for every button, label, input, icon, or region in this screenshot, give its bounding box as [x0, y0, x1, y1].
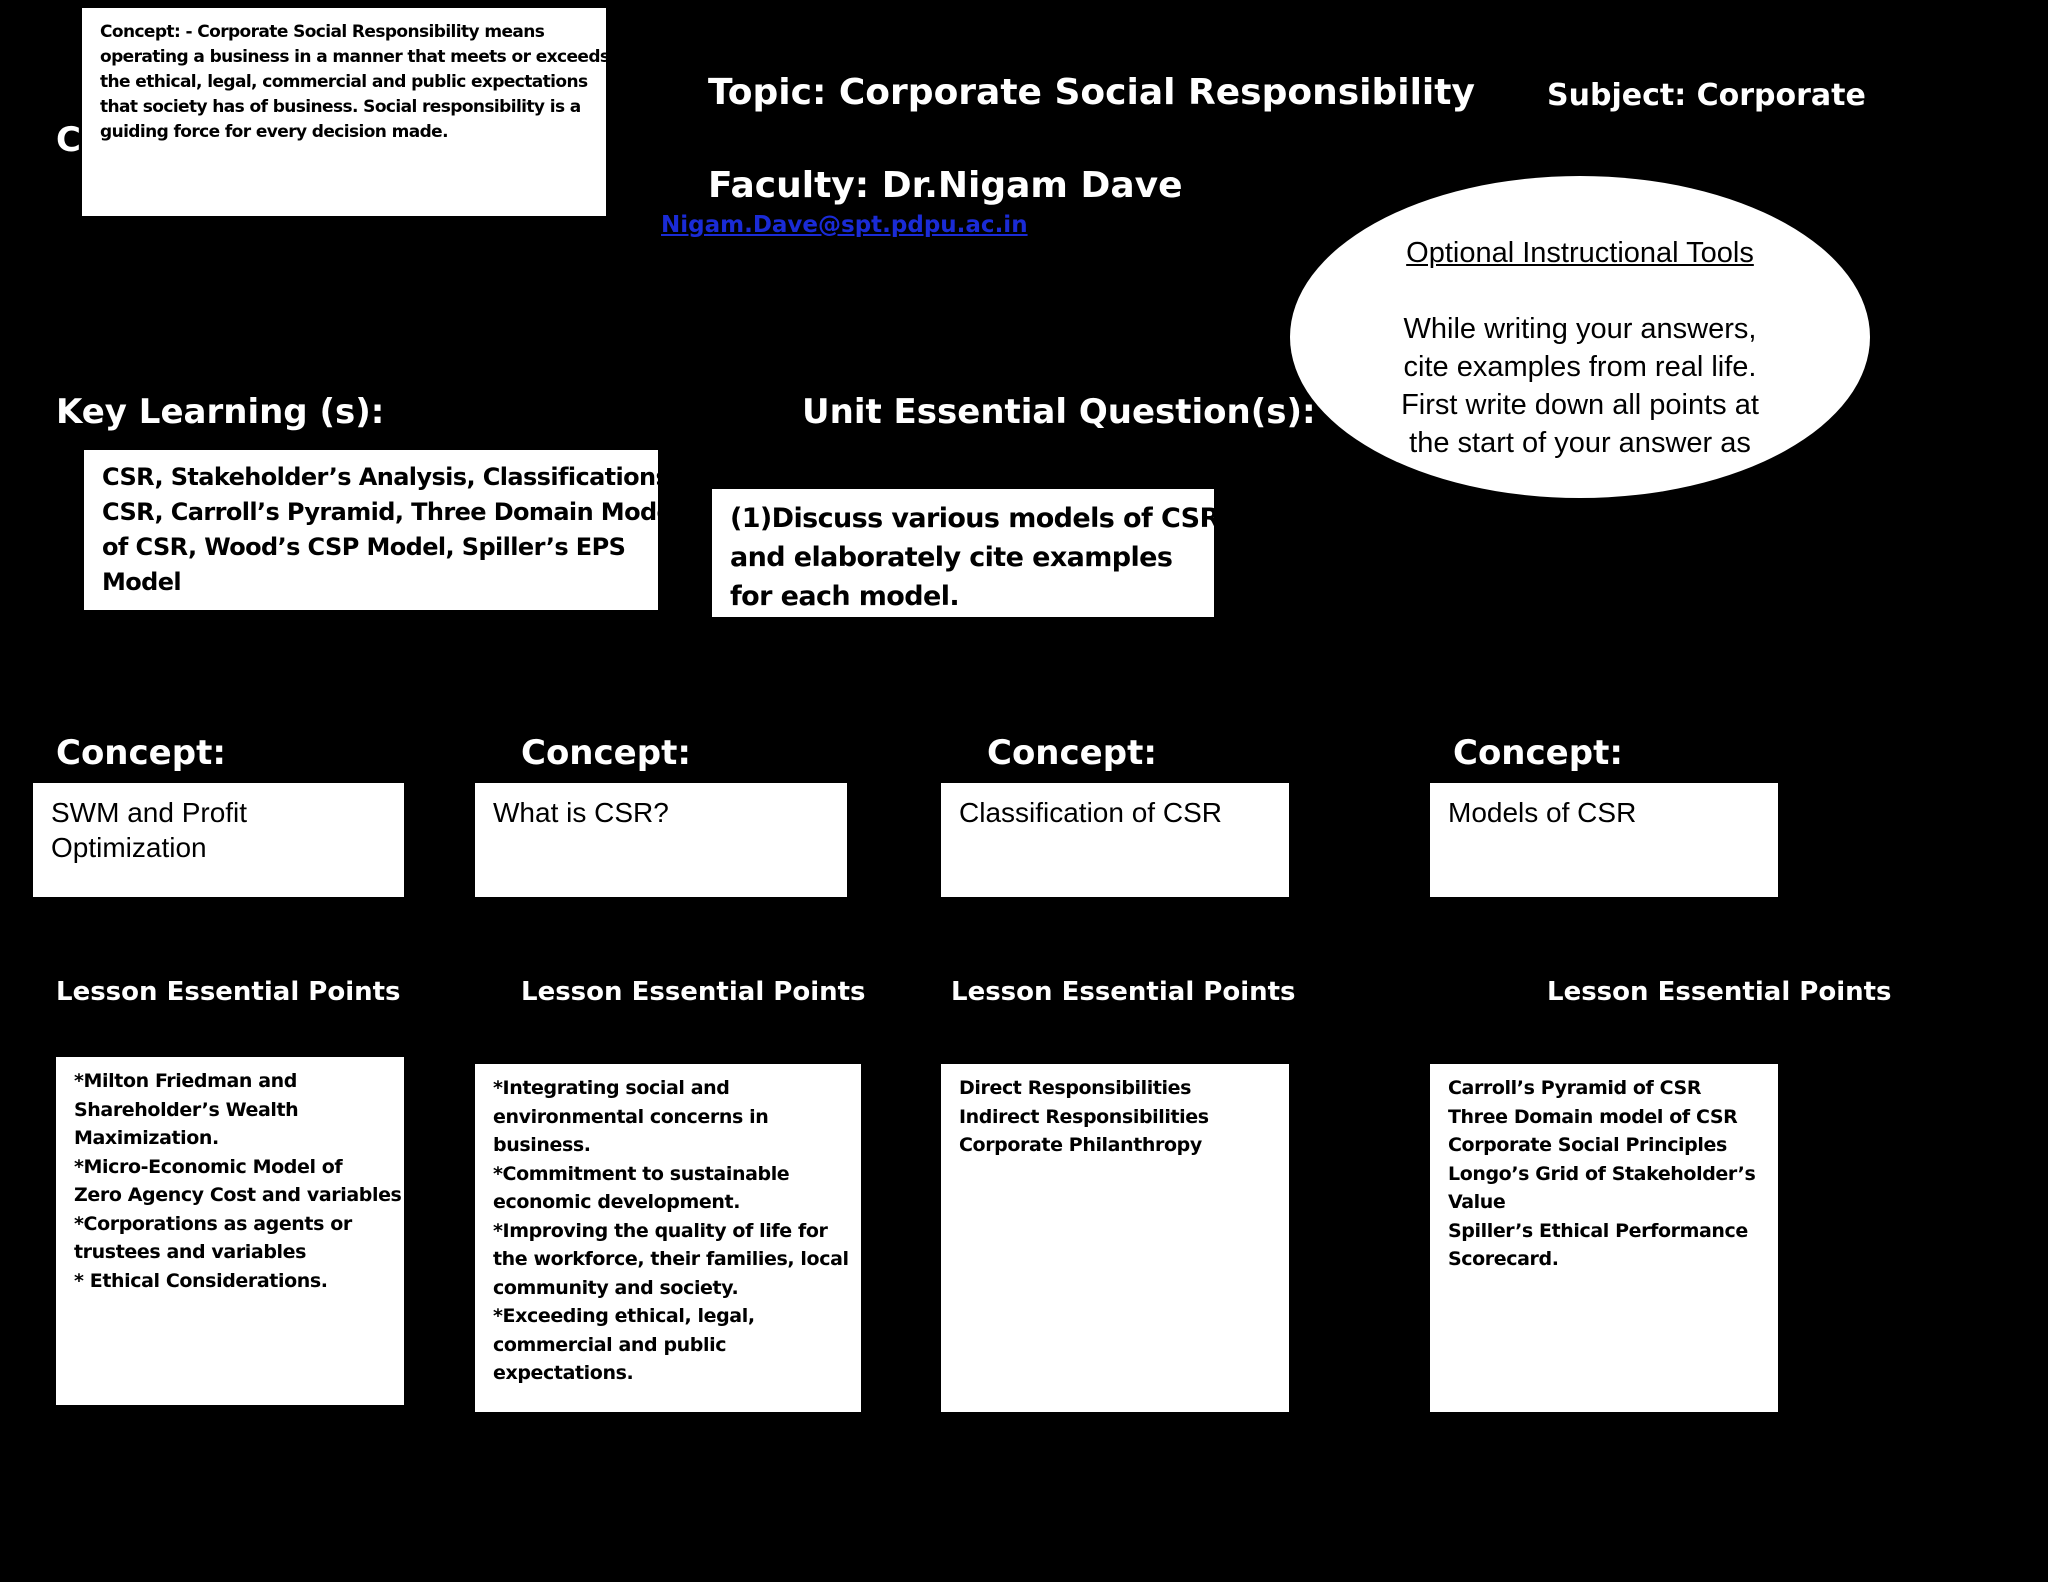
key-learning-line: CSR, Carroll’s Pyramid, Three Domain Model [102, 498, 680, 526]
lesson-point: *Improving the quality of life for [493, 1219, 828, 1242]
concept-box-line: What is CSR? [493, 797, 669, 828]
lesson-point: Spiller’s Ethical Performance [1448, 1219, 1748, 1242]
lesson-point: business. [493, 1134, 591, 1156]
lesson-point: expectations. [493, 1362, 634, 1384]
lesson-point: Longo’s Grid of Stakeholder’s [1448, 1162, 1756, 1185]
concept-box-line: Optimization [51, 832, 207, 863]
optional-tools-line: the start of your answer as [1409, 427, 1751, 459]
topic-title: Topic: Corporate Social Responsibility [708, 72, 1475, 113]
concept-note-line: operating a business in a manner that meets or exceeds [100, 47, 610, 67]
essential-question-line: (1)Discuss various models of CSR [730, 503, 1220, 534]
concept-heading-3: Concept: [987, 733, 1157, 773]
lesson-points-heading-4: Lesson Essential Points [1547, 977, 1892, 1007]
essential-question-line: and elaborately cite examples [730, 542, 1173, 573]
optional-tools-ellipse [1290, 176, 1870, 498]
partial-letter: C [56, 120, 81, 160]
essential-question-heading: Unit Essential Question(s): [802, 392, 1316, 432]
key-learning-box [84, 450, 703, 610]
optional-tools-line: cite examples from real life. [1403, 351, 1757, 383]
lesson-points-heading-2: Lesson Essential Points [521, 977, 866, 1007]
lesson-point: Scorecard. [1448, 1248, 1559, 1270]
faculty-email-link[interactable]: Nigam.Dave@spt.pdpu.ac.in [661, 212, 1028, 238]
subject-label: Subject: Corporate [1547, 78, 1866, 113]
lesson-point: environmental concerns in [493, 1105, 769, 1128]
lesson-point: * Ethical Considerations. [74, 1269, 328, 1292]
concept-heading-4: Concept: [1453, 733, 1623, 773]
optional-tools-title: Optional Instructional Tools [1406, 237, 1754, 269]
lesson-point: commercial and public [493, 1333, 727, 1356]
lesson-point: the workforce, their families, local [493, 1248, 849, 1270]
concept-heading-2: Concept: [521, 733, 691, 773]
lesson-point: *Corporations as agents or [74, 1212, 352, 1235]
key-learning-heading: Key Learning (s): [56, 392, 385, 432]
concept-note-line: that society has of business. Social responsibility is a [100, 97, 581, 117]
essential-question-box [712, 489, 1220, 617]
concept-note-box [82, 8, 610, 216]
concept-box-2 [475, 783, 847, 897]
optional-tools-line: First write down all points at [1401, 389, 1759, 421]
concept-heading-1: Concept: [56, 733, 226, 773]
concept-note-line: the ethical, legal, commercial and public expectations [100, 72, 588, 92]
lesson-point: *Exceeding ethical, legal, [493, 1305, 755, 1327]
lesson-point: *Micro-Economic Model of [74, 1155, 343, 1178]
lesson-point: Zero Agency Cost and variables [74, 1184, 402, 1206]
concept-box-line: SWM and Profit [51, 797, 248, 828]
lesson-point: *Milton Friedman and [74, 1070, 297, 1092]
key-learning-line: CSR, Stakeholder’s Analysis, Classifications of [102, 463, 703, 491]
concept-note-line: guiding force for every decision made. [100, 122, 448, 142]
key-learning-line: Model [102, 568, 182, 596]
concept-box-line: Classification of CSR [959, 797, 1222, 828]
lesson-point: Value [1448, 1191, 1506, 1213]
essential-question-line: for each model. [730, 581, 960, 612]
lesson-point: trustees and variables [74, 1241, 307, 1263]
lesson-points-heading-1: Lesson Essential Points [56, 977, 401, 1007]
lesson-point: Indirect Responsibilities [959, 1105, 1209, 1128]
concept-box-3 [941, 783, 1289, 897]
lesson-point: Direct Responsibilities [959, 1077, 1192, 1099]
lesson-points-heading-3: Lesson Essential Points [951, 977, 1296, 1007]
lesson-points-box-4 [1430, 1064, 1778, 1412]
lesson-point: community and society. [493, 1276, 739, 1299]
lesson-point: *Commitment to sustainable [493, 1162, 790, 1185]
optional-tools-line: While writing your answers, [1403, 313, 1757, 345]
lesson-point: *Integrating social and [493, 1077, 730, 1099]
lesson-point: economic development. [493, 1191, 741, 1213]
concept-box-1 [33, 783, 404, 897]
faculty-name: Faculty: Dr.Nigam Dave [708, 165, 1183, 206]
lesson-point: Carroll’s Pyramid of CSR [1448, 1077, 1702, 1099]
lesson-point: Three Domain model of CSR [1448, 1105, 1738, 1128]
lesson-points-box-2 [475, 1064, 861, 1412]
lesson-point: Shareholder’s Wealth [74, 1098, 299, 1121]
key-learning-line: of CSR, Wood’s CSP Model, Spiller’s EPS [102, 533, 626, 561]
concept-box-4 [1430, 783, 1778, 897]
lesson-point: Corporate Philanthropy [959, 1134, 1202, 1156]
lesson-points-box-1 [56, 1057, 404, 1405]
lesson-point: Maximization. [74, 1127, 219, 1149]
lesson-point: Corporate Social Principles [1448, 1134, 1727, 1156]
concept-box-line: Models of CSR [1448, 797, 1637, 828]
lesson-points-box-3 [941, 1064, 1289, 1412]
concept-note-line: Concept: - Corporate Social Responsibility means [100, 22, 545, 42]
